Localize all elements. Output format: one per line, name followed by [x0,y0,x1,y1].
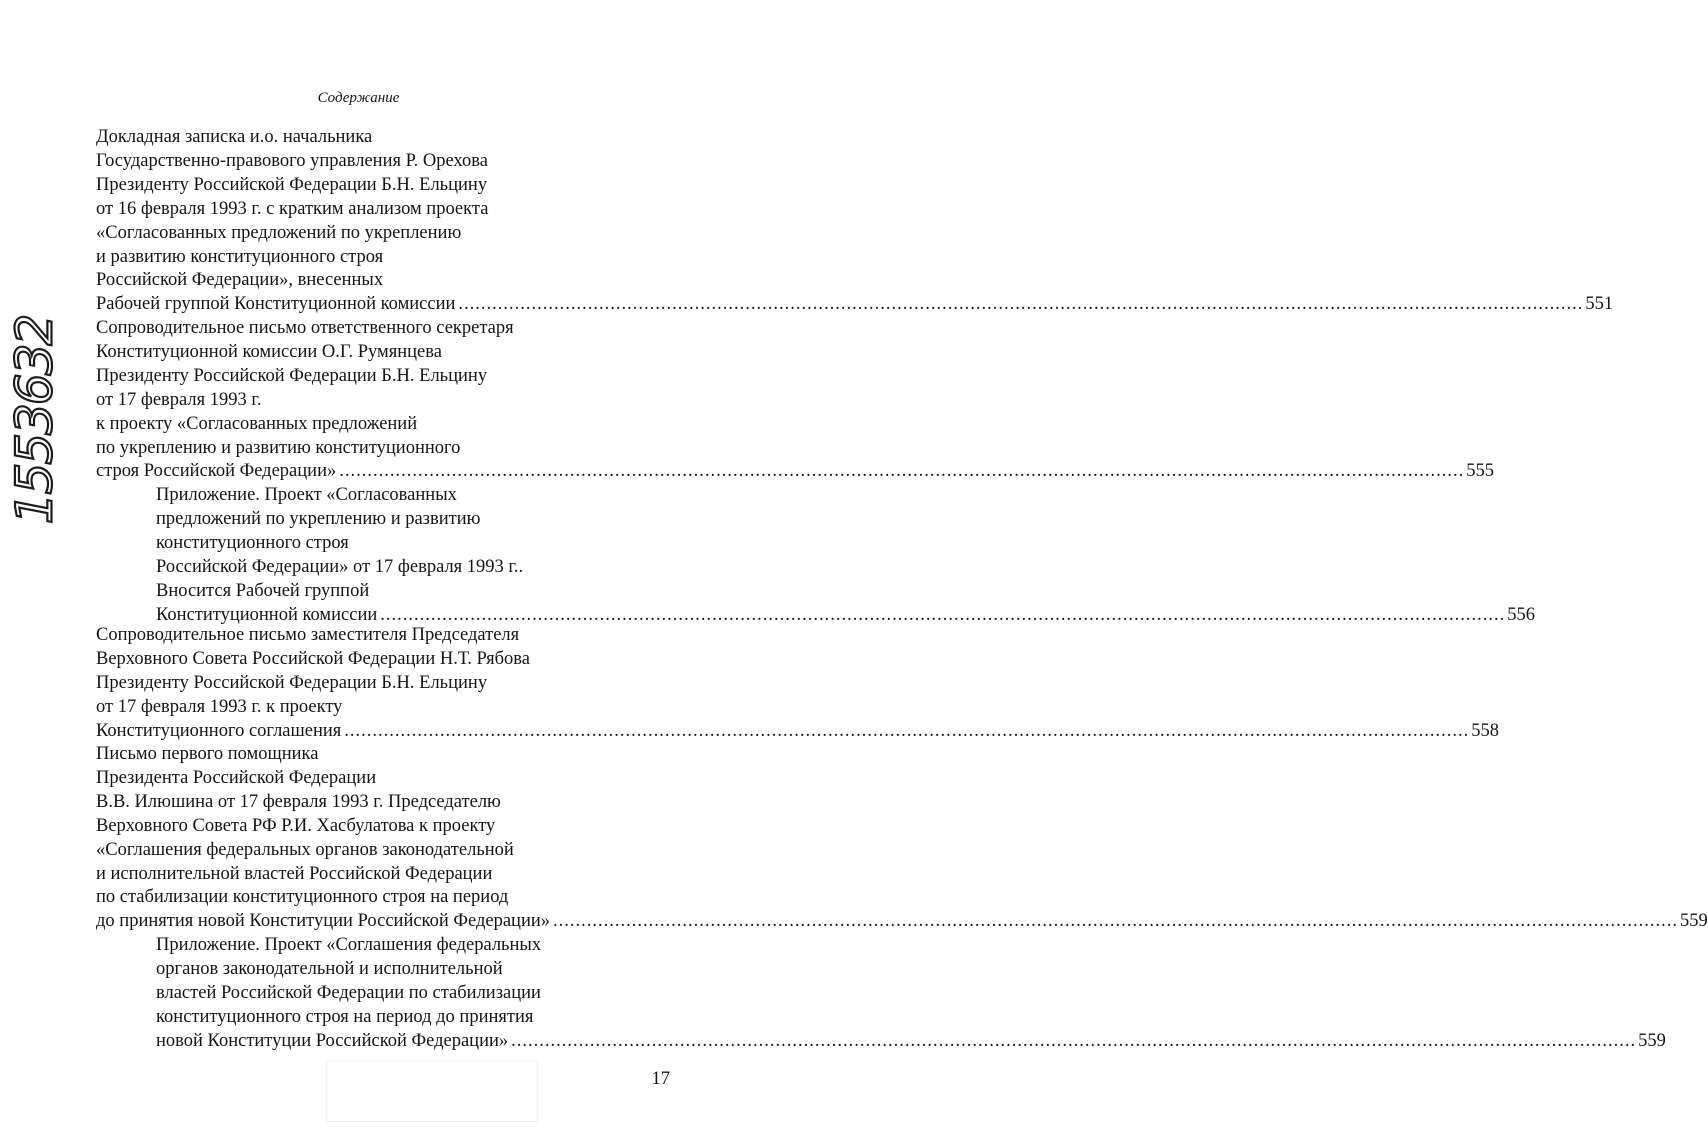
entry-line: Президенту Российской Федерации Б.Н. Ельцину [96,174,488,195]
entry-line: от 17 февраля 1993 г. к проекту [96,696,343,717]
entry-line: Конституционного соглашения [96,720,342,741]
entry-line: и исполнительной властей Российской Федерации [96,863,493,884]
entry-line: Президенту Российской Федерации Б.Н. Ельцину [96,672,488,693]
inventory-number-text: 1553632 [5,315,64,525]
entry-last-line [156,1030,1666,1054]
entry-page-number[interactable]: 559 [1638,1030,1666,1051]
entry-line: органов законодательной и исполнительной [156,958,503,979]
entry-line: Письмо первого помощника [96,744,319,764]
entry-line: строя Российской Федерации» [96,461,337,482]
entry-line: Приложение. Проект «Соглашения федеральных [156,935,542,955]
entry-line: Президенту Российской Федерации Б.Н. Ельцину [96,365,488,386]
entry-line: Государственно-правового управления Р. Орехова [96,150,488,171]
entry-line: до принятия новой Конституции Российской Федерации» [96,911,550,932]
entry-line: предложений по укреплению и развитию [156,508,481,529]
entry-line: Рабочей группой Конституционной комиссии [96,294,456,315]
entry-line: и развитию конституционного строя [96,246,384,267]
entry-line: Вносится Рабочей группой [156,580,370,601]
entry-line: Сопроводительное письмо заместителя Председателя [96,625,520,645]
dot-leader: ........................................................................................................................................................................................................ [344,720,1470,741]
entry-line: конституционного строя на период до принятия [156,1006,534,1027]
entry-page-number[interactable]: 558 [1471,720,1500,741]
dot-leader: ........................................................................................................................................................................................................ [511,1030,1637,1051]
entry-line: к проекту «Согласованных предложений [96,413,418,434]
entry-last-line [96,910,1708,934]
entry-line: Президента Российской Федерации [96,767,377,788]
section-title: Содержание [317,90,400,106]
entry-last-line [96,460,1494,484]
entry-line: властей Российской Федерации по стабилизации [156,982,541,1003]
entry-line: по укреплению и развитию конституционного [96,437,461,458]
scan-artifact [326,1060,538,1122]
entry-page-number[interactable]: 556 [1507,604,1536,625]
entry-line: «Согласованных предложений по укреплению [96,222,462,243]
toc-entry[interactable] [96,126,1614,317]
entry-page-number[interactable]: 555 [1466,461,1494,482]
dot-leader: ........................................................................................................................................................................................................ [553,911,1678,932]
entry-line: конституционного строя [156,532,349,553]
entry-last-line [96,293,1614,317]
entry-line: по стабилизации конституционного строя на период [96,887,509,908]
entry-line: Верховного Совета Российской Федерации Н.Т. Рябова [96,648,530,669]
entry-last-line [96,720,1500,744]
entry-line: Верховного Совета РФ Р.И. Хасбулатова к проекту [96,815,496,836]
toc-sub-entry[interactable] [156,934,1666,1054]
entry-line: новой Конституции Российской Федерации» [156,1030,509,1051]
entry-line: В.В. Илюшина от 17 февраля 1993 г. Председателю [96,791,501,812]
dot-leader: ........................................................................................................................................................................................................ [380,604,1506,625]
toc-sub-entry[interactable] [156,484,1536,627]
entry-line: Приложение. Проект «Согласованных [156,485,457,505]
entry-line: Сопроводительное письмо ответственного секретаря [96,318,514,338]
toc-entry[interactable] [96,624,1500,744]
entry-line: от 17 февраля 1993 г. [96,389,262,410]
entry-line: «Соглашения федеральных органов законодательной [96,839,514,860]
entry-line: от 16 февраля 1993 г. с кратким анализом проекта [96,198,489,219]
page-number: 17 [651,1069,670,1089]
entry-page-number[interactable]: 551 [1585,294,1614,315]
handwritten-inventory-number [2,290,66,550]
toc-entry[interactable] [96,317,1494,484]
entry-page-number[interactable]: 559 [1680,911,1708,932]
entry-line: Докладная записка и.о. начальника [96,127,373,147]
entry-line: Конституционной комиссии О.Г. Румянцева [96,341,442,362]
dot-leader: ........................................................................................................................................................................................................ [458,294,1584,315]
entry-line: Конституционной комиссии [156,604,378,625]
entry-line: Российской Федерации», внесенных [96,270,384,291]
dot-leader: ........................................................................................................................................................................................................ [339,461,1465,482]
entry-line: Российской Федерации» от 17 февраля 1993 г.. [156,556,524,577]
toc-entry[interactable] [96,743,1708,934]
